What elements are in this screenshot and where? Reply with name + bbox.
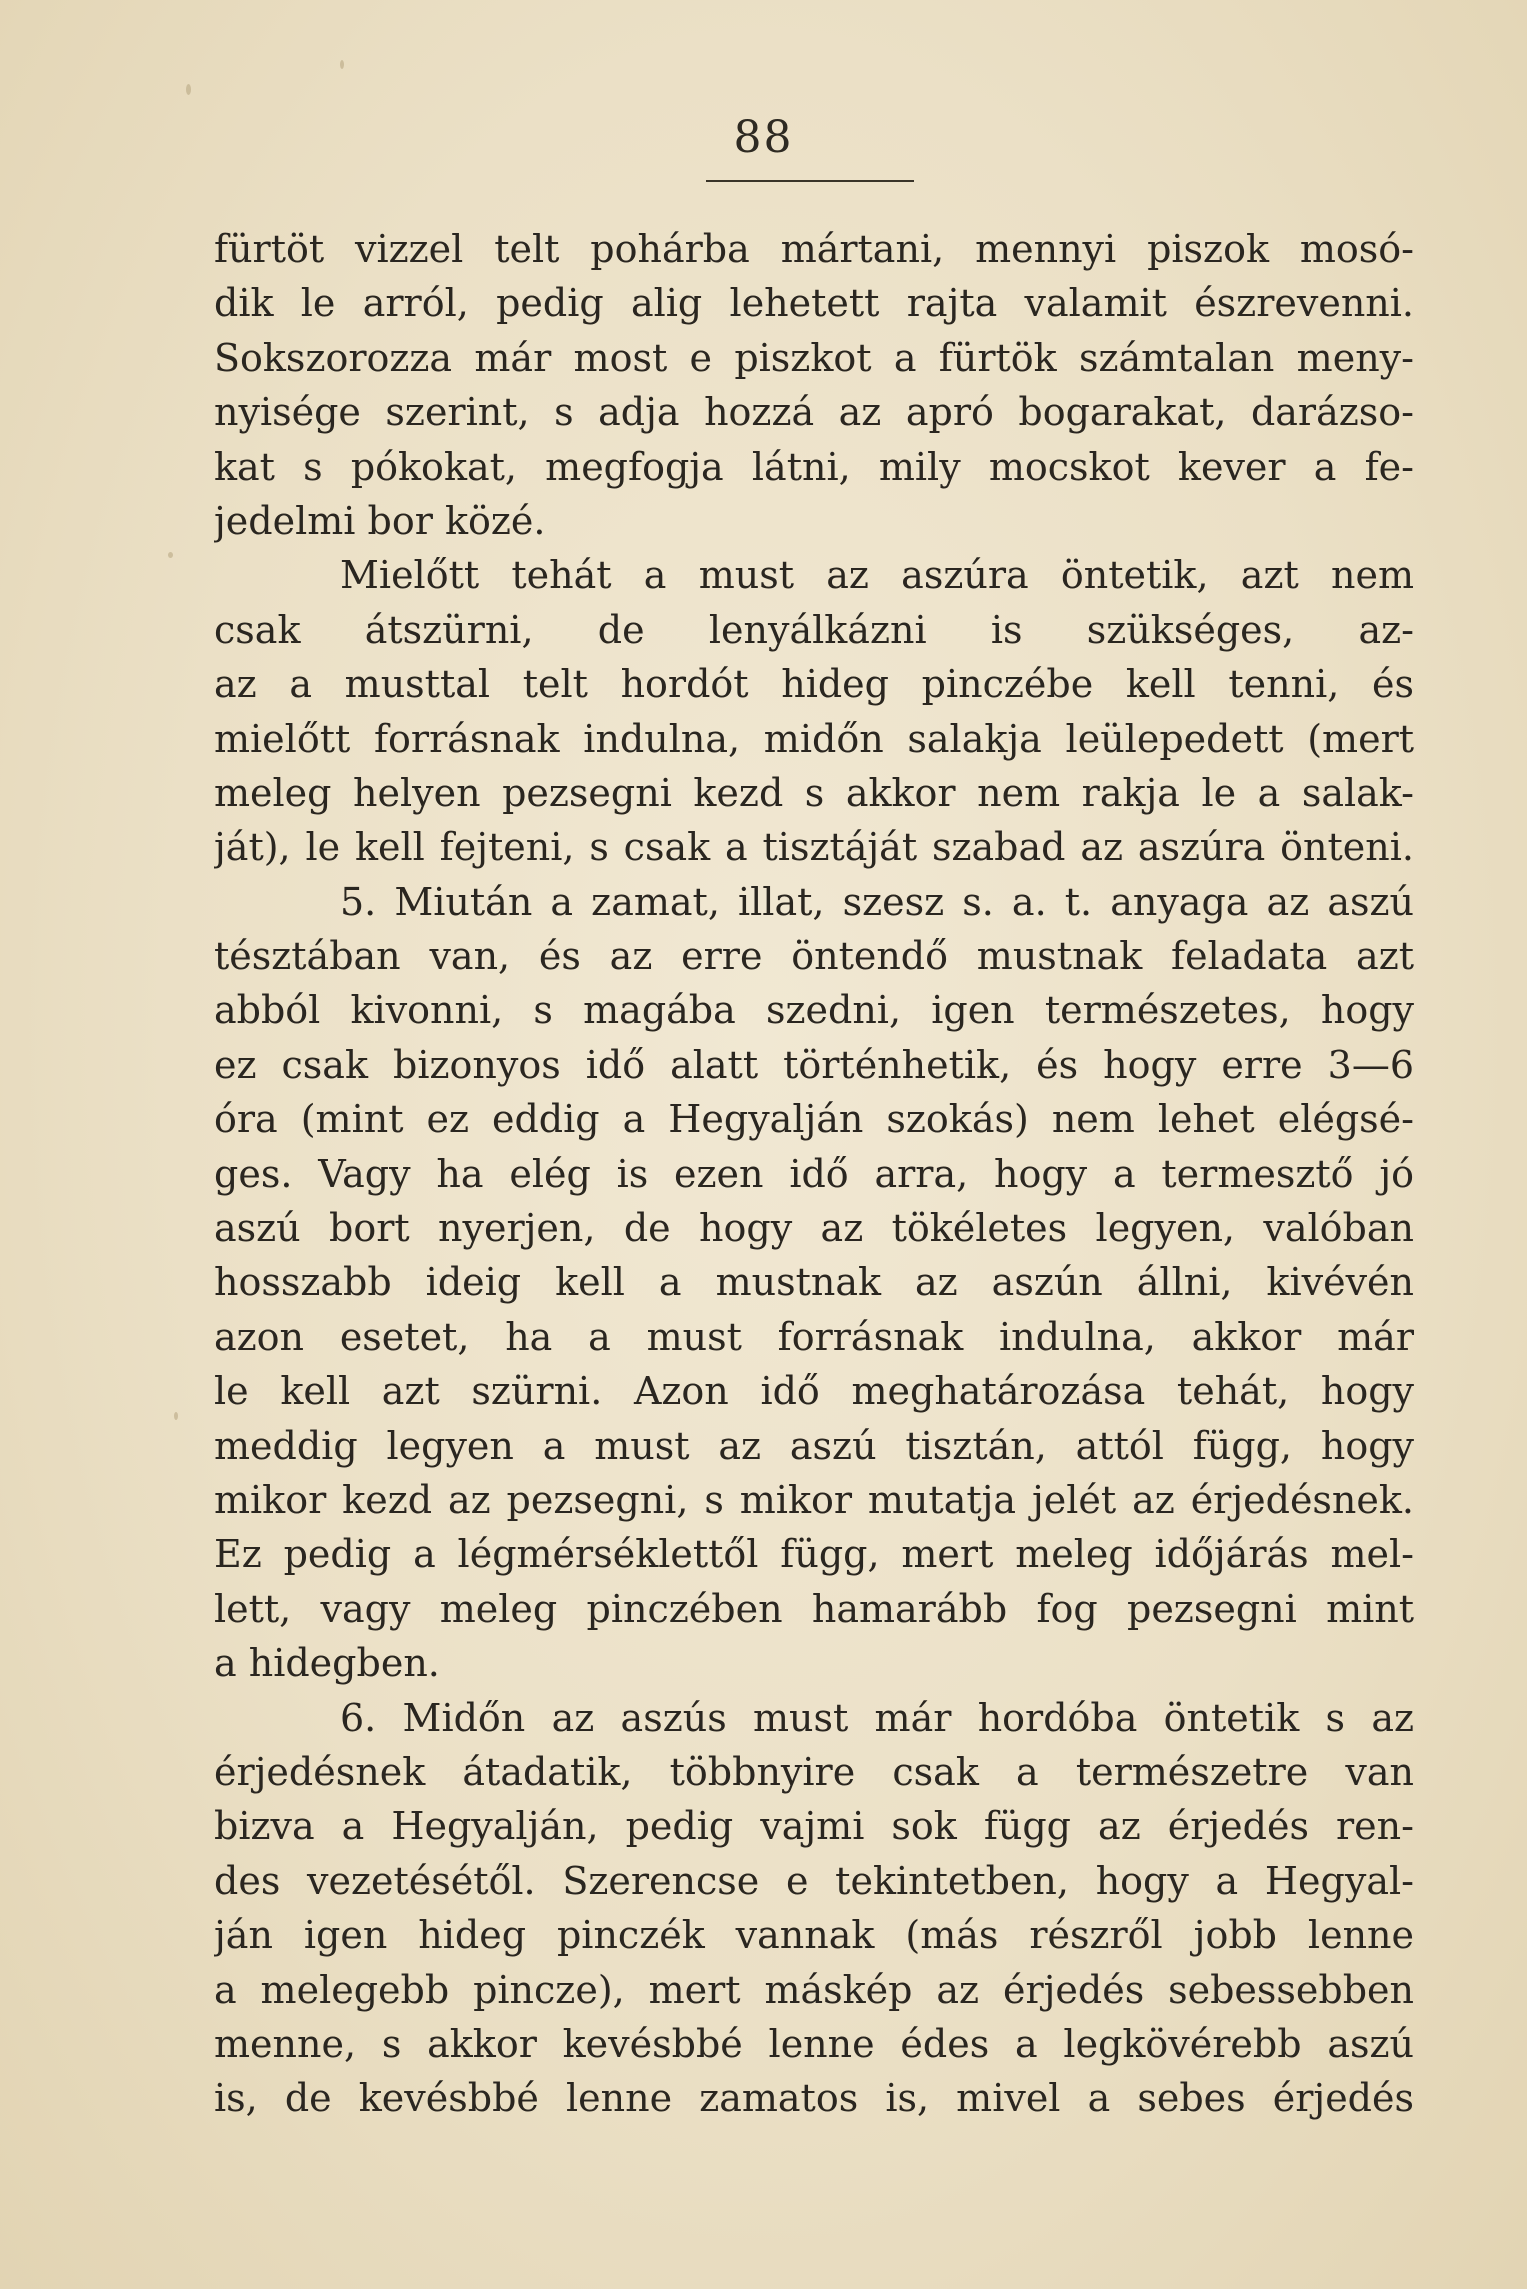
- text-line: csak átszürni, de lenyálkázni is szükséges, az-: [214, 607, 1414, 652]
- text-line: azon esetet, ha a must forrásnak indulna, akkor már: [214, 1314, 1414, 1359]
- text-line: dik le arról, pedig alig lehetett rajta valamit észrevenni.: [214, 281, 1414, 326]
- text-line: meleg helyen pezsegni kezd s akkor nem rakja le a salak-: [214, 770, 1414, 815]
- text-line: Mielőtt tehát a must az aszúra öntetik, azt nem: [340, 553, 1414, 598]
- text-line: Ez pedig a légmérséklettől függ, mert meleg időjárás mel-: [214, 1532, 1414, 1577]
- text-line: érjedésnek átadatik, többnyire csak a természetre van: [214, 1749, 1414, 1794]
- paper-speck: [340, 60, 344, 69]
- text-line: des vezetésétől. Szerencse e tekintetben, hogy a Hegyal-: [214, 1858, 1414, 1903]
- text-line: nyisége szerint, s adja hozzá az apró bogarakat, darázso-: [214, 390, 1414, 435]
- text-line: ges. Vagy ha elég is ezen idő arra, hogy a termesztő jó: [214, 1151, 1414, 1196]
- text-line: bizva a Hegyalján, pedig vajmi sok függ az érjedés ren-: [214, 1804, 1414, 1849]
- page-number: 88: [733, 112, 794, 163]
- text-line: Sokszorozza már most e piszkot a fürtök számtalan meny-: [214, 335, 1414, 380]
- header-rule: [706, 180, 914, 182]
- text-line: le kell azt szürni. Azon idő meghatározása tehát, hogy: [214, 1369, 1414, 1414]
- text-line: is, de kevésbbé lenne zamatos is, mivel a sebes érjedés: [214, 2076, 1414, 2121]
- text-line: tésztában van, és az erre öntendő mustnak feladata azt: [214, 934, 1414, 979]
- text-line: ján igen hideg pinczék vannak (más részről jobb lenne: [214, 1913, 1414, 1958]
- text-line: mikor kezd az pezsegni, s mikor mutatja jelét az érjedésnek.: [214, 1477, 1414, 1522]
- text-line: lett, vagy meleg pinczében hamarább fog pezsegni mint: [214, 1586, 1414, 1631]
- text-line: 5. Miután a zamat, illat, szesz s. a. t. anyaga az aszú: [340, 879, 1414, 924]
- text-line: kat s pókokat, megfogja látni, mily mocskot kever a fe-: [214, 444, 1414, 489]
- text-line: hosszabb ideig kell a mustnak az aszún állni, kivévén: [214, 1260, 1414, 1305]
- paper-speck: [186, 84, 191, 95]
- text-line: fürtöt vizzel telt pohárba mártani, mennyi piszok mosó-: [214, 227, 1414, 271]
- text-line: az a musttal telt hordót hideg pinczébe kell tenni, és: [214, 662, 1414, 707]
- text-line: ez csak bizonyos idő alatt történhetik, és hogy erre 3—6: [214, 1042, 1414, 1087]
- text-line: menne, s akkor kevésbbé lenne édes a legkövérebb aszú: [214, 2021, 1414, 2066]
- paper-speck: [174, 1412, 178, 1420]
- text-line: jedelmi bor közé.: [214, 498, 546, 543]
- text-line: a hidegben.: [214, 1641, 440, 1686]
- text-line: aszú bort nyerjen, de hogy az tökéletes legyen, valóban: [214, 1206, 1414, 1251]
- text-line: mielőtt forrásnak indulna, midőn salakja leülepedett (mert: [214, 716, 1414, 761]
- body-text: [214, 222, 1414, 2126]
- text-line: meddig legyen a must az aszú tisztán, attól függ, hogy: [214, 1423, 1414, 1468]
- text-line: abból kivonni, s magába szedni, igen természetes, hogy: [214, 988, 1414, 1033]
- paper-speck: [168, 552, 173, 558]
- text-line: 6. Midőn az aszús must már hordóba öntetik s az: [340, 1695, 1414, 1740]
- text-line: a melegebb pincze), mert máskép az érjedés sebessebben: [214, 1967, 1414, 2012]
- text-line: ját), le kell fejteni, s csak a tisztáját szabad az aszúra önteni.: [214, 825, 1414, 870]
- text-line: óra (mint ez eddig a Hegyalján szokás) nem lehet elégsé-: [214, 1097, 1414, 1142]
